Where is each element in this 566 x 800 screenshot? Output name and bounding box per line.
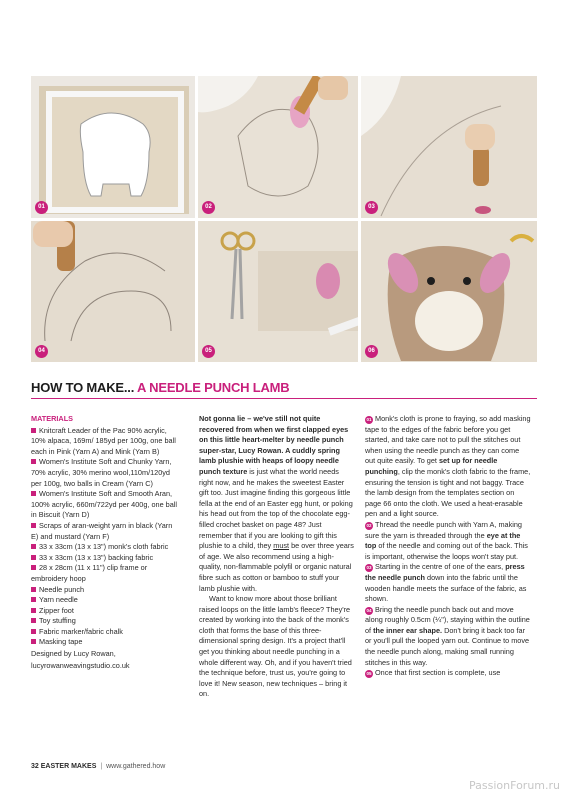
material-item: Women's Institute Soft and Chunky Yarn, 70% acrylic, 30% merino wool,110m/120yd per 100g, two balls in Cream (Yarn C) [31, 457, 172, 488]
page-number: 32 [31, 763, 39, 770]
bullet-square-icon [31, 629, 36, 634]
material-item: Fabric marker/fabric chalk [31, 627, 181, 638]
needle-punch-pink-ear-icon [198, 76, 358, 218]
page-footer [31, 763, 165, 770]
needle-punch-stitching-icon [31, 221, 195, 362]
needle-punch-lines-icon [361, 76, 537, 218]
material-item: Yarn needle [31, 595, 181, 606]
section-title [31, 380, 537, 395]
material-item: Masking tape [31, 637, 181, 648]
material-item: Women's Institute Soft and Smooth Aran, 100% acrylic, 660m/722yd per 400g, one ball in Biscuit (Yarn D) [31, 489, 178, 520]
step-number-badge: 04 [35, 345, 48, 358]
watermark: PassionForum.ru [469, 779, 560, 792]
step-number-icon: 02 [366, 522, 372, 528]
bullet-square-icon [31, 565, 36, 570]
step-01: 01 Monk's cloth is prone to fraying, so add masking tape to the edges of the fabric before you get started, and take care not to pull the stitches out when using the needle punch as they can come out quite easily. To get set up for needle punching, clip the monk's cloth fabric to the frame, ensuring the tension is tight and not baggy. Trace the lamb design from the templates section on page 66 onto the cloth. We used a heat-erasable pen and a light source. [365, 414, 531, 519]
section-title-main: HOW TO MAKE... [31, 380, 135, 395]
bullet-square-icon [31, 491, 36, 496]
step-photo-01 [31, 76, 195, 218]
material-item: Zipper foot [31, 606, 181, 617]
step-number-icon: 01 [366, 417, 372, 422]
step-number-icon: 05 [366, 671, 372, 677]
bullet-square-icon [31, 544, 36, 549]
bullet-square-icon [31, 428, 36, 433]
bullet-square-icon [31, 523, 36, 528]
step-photo-03 [361, 76, 537, 218]
material-item: 33 x 33cm (13 x 13") monk's cloth fabric [31, 542, 181, 553]
section-divider [31, 398, 537, 399]
scissors-and-fabric-icon [198, 221, 358, 362]
frame-with-lamb-template-icon [31, 76, 195, 218]
material-item: 33 x 33cm (13 x 13") backing fabric [31, 553, 181, 564]
intro-column [199, 414, 354, 700]
step-05: 05 Once that first section is complete, use [366, 668, 501, 678]
step-photo-04 [31, 221, 195, 362]
bullet-square-icon [31, 639, 36, 644]
finished-punched-lamb-icon [361, 221, 537, 362]
section-title-sub: A NEEDLE PUNCH LAMB [134, 380, 290, 395]
intro-bold-lead: Not gonna lie – we've still not quite recovered from when we first clapped eyes on this little heart-melter by needle punch super-star, Lucy Rowan. A cuddly spring lamb plushie with heaps of loopy needle punch texture [199, 414, 349, 476]
step-number-icon: 03 [366, 565, 372, 571]
step-number-badge: 03 [365, 201, 378, 214]
bullet-square-icon [31, 587, 36, 592]
material-item: Scraps of aran-weight yarn in black (Yarn E) and mustard (Yarn F) [31, 520, 173, 541]
steps-column [365, 414, 531, 679]
bullet-square-icon [31, 618, 36, 623]
bullet-square-icon [31, 555, 36, 560]
step-number-icon: 04 [366, 607, 372, 613]
intro-paragraph-2: Want to know more about those brilliant raised loops on the little lamb's fleece? They're created by working into the back of the monk's cloth that forms the base of this three-dimensional spring design. It's a project that'll get you thinking about needle punching in a whole different way. Oh, and if you haven't tried the technique before, trust us, you're going to love it! New season, new techniques – bring it on. [199, 594, 352, 699]
step-number-badge: 02 [202, 201, 215, 214]
step-photo-grid [31, 76, 537, 362]
material-item: Needle punch [31, 585, 181, 596]
step-03: 03 Starting in the centre of one of the ears, press the needle punch down into the fabric until the wooden handle meets the surface of the fabric, as shown. [365, 562, 527, 604]
materials-heading: MATERIALS [31, 414, 74, 423]
material-item: Knitcraft Leader of the Pac 90% acrylic, 10% alpaca, 169m/ 185yd per 100g, one ball each in Pink (Yarn A) and Mink (Yarn B) [31, 425, 176, 456]
step-photo-02 [198, 76, 358, 218]
footer-url[interactable]: www.gathered.how [106, 763, 166, 770]
step-number-badge: 06 [365, 345, 378, 358]
bullet-square-icon [31, 459, 36, 464]
step-number-badge: 01 [35, 201, 48, 214]
step-04: 04 Bring the needle punch back out and move along roughly 0.5cm (¼"), staying within the outline of the inner ear shape. Don't bring it back too far or you'll pull the looped yarn out. Continue to move the needle punch along, making small running stitches in this way. [365, 604, 530, 667]
bullet-square-icon [31, 597, 36, 602]
designer-credit: Designed by Lucy Rowan, [31, 649, 116, 659]
magazine-name: EASTER MAKES [40, 763, 97, 770]
materials-column [31, 414, 181, 671]
designer-website: lucyrowanweavingstudio.co.uk [31, 660, 130, 670]
step-photo-05 [198, 221, 358, 362]
step-02: 02 Thread the needle punch with Yarn A, making sure the yarn is threaded through the eye at the top of the needle and coming out of the back. This is important, otherwise the loops won't stay put. [365, 519, 528, 561]
footer-separator: | [100, 763, 103, 770]
material-item: Toy stuffing [31, 616, 181, 627]
step-number-badge: 05 [202, 345, 215, 358]
material-item: 28 x 28cm (11 x 11") clip frame or embroidery hoop [31, 563, 148, 583]
intro-paragraph: Not gonna lie – we've still not quite recovered from when we first clapped eyes on this little heart-melter by needle punch super-star, Lucy Rowan. A cuddly spring lamb plushie with heaps of loopy needle punch texture is just what the world needs right now, and he makes the sweetest Easter gift too. Just imagine finding this gorgeous little fella at the end of an Easter egg hunt, or poking his head out from the top of the chocolate egg-filled crochet basket on page 48? Just remember that if you are looking to gift this plushie to a child, they must be over three years of age. We also recommend using a high-quality, non-flammable polyfil or organic natural fibre such as cotton or bamboo to stuff your lamb plushie with. [199, 414, 354, 593]
bullet-square-icon [31, 608, 36, 613]
step-photo-06 [361, 221, 537, 362]
